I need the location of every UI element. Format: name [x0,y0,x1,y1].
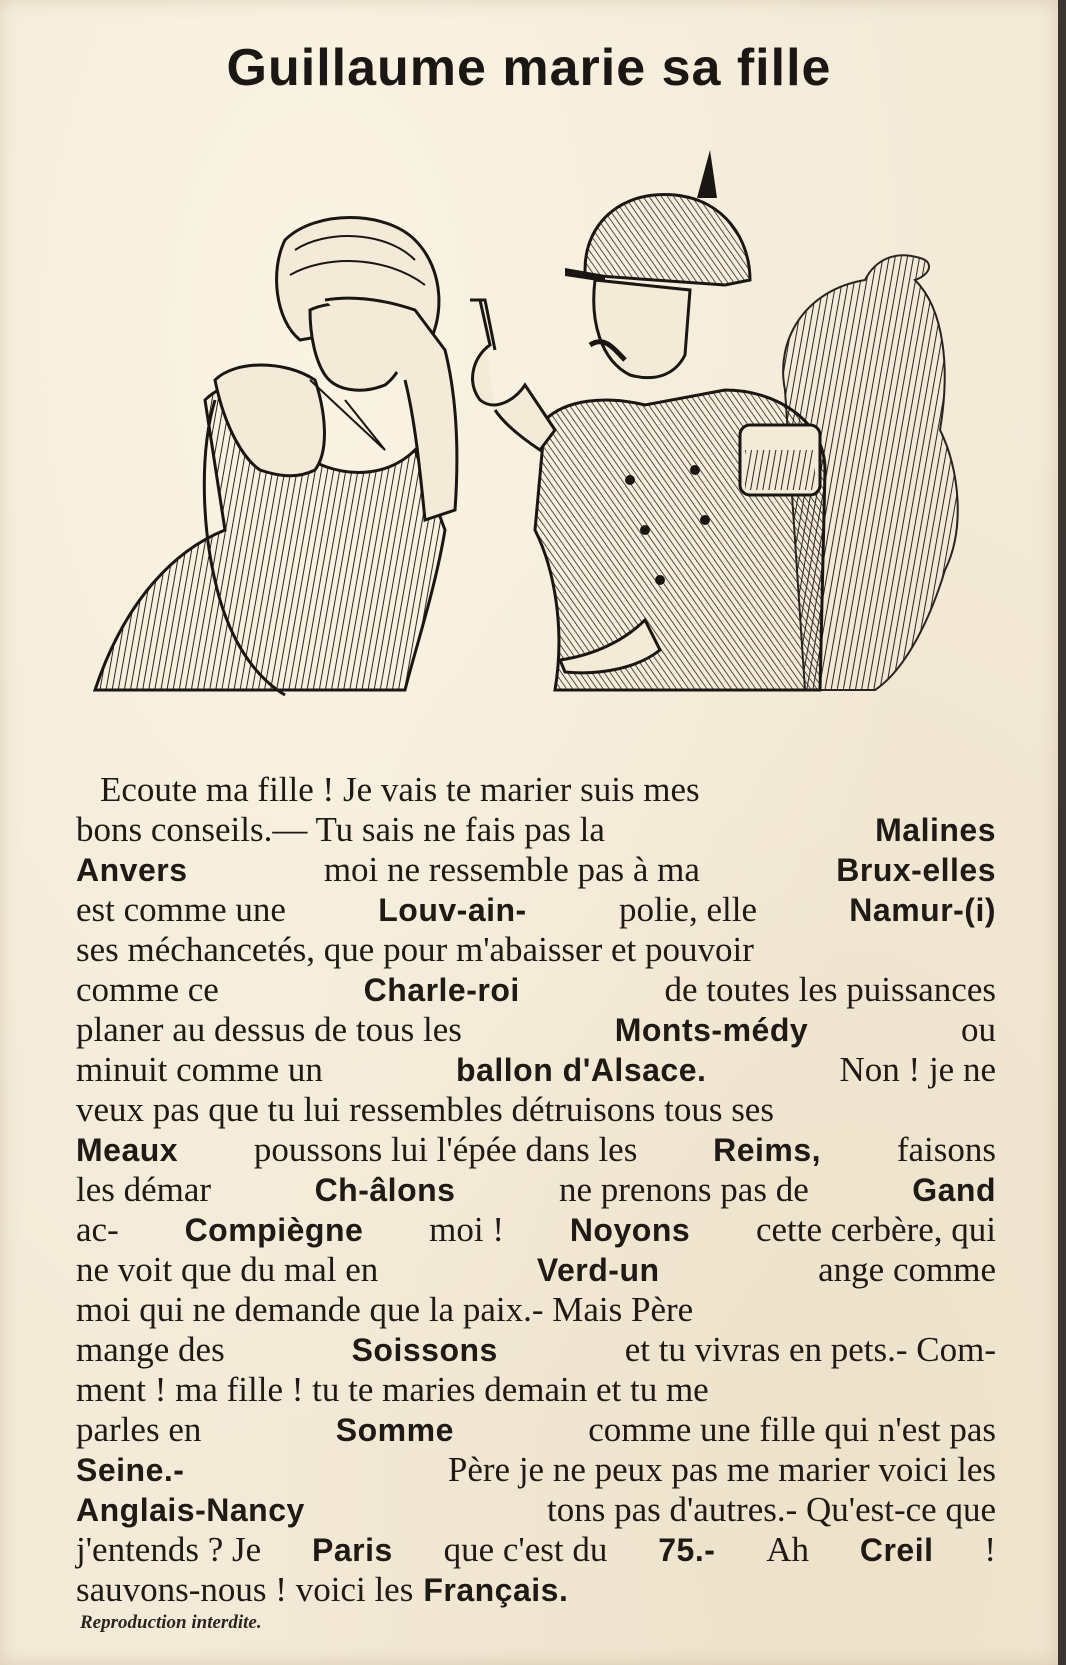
text-line [76,930,996,970]
text-segment: ne voit que du mal en [76,1250,379,1289]
place-name-pun: Gand [912,1172,996,1208]
place-name-pun: Somme [335,1412,454,1448]
text-segment: ou [961,1010,996,1049]
text-line [76,1410,996,1450]
text-segment: les démar [76,1170,212,1209]
text-segment: Non ! je ne [839,1050,996,1089]
text-segment: tons pas d'autres.- Qu'est-ce que [546,1490,996,1529]
soldier-figure-icon [470,150,825,690]
place-name-pun: Reims, [713,1132,822,1168]
place-name-pun: Meaux [76,1132,179,1168]
pun-text-body [76,770,996,1610]
text-line [76,1050,996,1090]
text-segment: mange des [76,1330,225,1369]
caricature-illustration [85,150,1015,740]
text-segment: comme ce [76,970,219,1009]
text-segment: bons conseils.— Tu sais ne fais pas la [76,810,605,849]
text-line [76,810,996,850]
text-segment: ! [984,1530,996,1569]
text-line [76,1330,996,1370]
text-segment: faisons [896,1130,996,1169]
text-line [76,1370,996,1410]
text-segment: sauvons-nous ! voici les [76,1570,414,1609]
place-name-pun: Seine.- [76,1452,185,1488]
text-segment: ac- [76,1210,119,1249]
text-segment: parles en [76,1410,202,1449]
place-name-pun: Verd-un [536,1252,660,1288]
place-name-pun: Paris [311,1532,393,1568]
reproduction-notice: Reproduction interdite. [80,1612,262,1633]
text-line [76,1530,996,1570]
text-line [76,770,996,810]
place-name-pun: Soissons [351,1332,498,1368]
text-segment: comme une fille qui n'est pas [588,1410,996,1449]
place-name-pun: ballon d'Alsace. [456,1052,707,1088]
text-segment: de toutes les puissances [664,970,996,1009]
place-name-pun: Monts-médy [614,1012,809,1048]
place-name-pun: Namur-(i) [849,892,996,928]
text-segment: planer au dessus de tous les [76,1010,462,1049]
text-line [76,970,996,1010]
text-segment: cette cerbère, qui [755,1210,996,1249]
text-line [76,1010,996,1050]
text-line [76,1490,996,1530]
text-segment: poussons lui l'épée dans les [253,1130,638,1169]
place-name-pun: Creil [859,1532,934,1568]
text-line [76,850,996,890]
text-line [76,1170,996,1210]
place-name-pun: 75.- [658,1532,716,1568]
text-segment: et tu vivras en pets.- Com- [624,1330,996,1369]
place-name-pun: Anvers [76,852,188,888]
place-name-pun: Français. [423,1572,569,1608]
place-name-pun: Charle-roi [363,972,520,1008]
text-line [76,1290,996,1330]
text-segment: ment ! ma fille ! tu te maries demain et tu me [76,1370,709,1409]
text-line [76,890,996,930]
text-segment: polie, elle [618,890,757,929]
text-line [76,1090,996,1130]
text-segment: est comme une [76,890,286,929]
text-segment: moi qui ne demande que la paix.- Mais Père [76,1290,694,1329]
text-segment: Ecoute ma fille ! Je vais te marier suis mes [100,770,700,809]
text-line [76,1210,996,1250]
text-segment: moi ! [429,1210,504,1249]
text-segment: veux pas que tu lui ressembles détruisons tous ses [76,1090,774,1129]
text-segment: j'entends ? Je [76,1530,262,1569]
text-segment: Ah [766,1530,809,1569]
place-name-pun: Malines [875,812,996,848]
place-name-pun: Noyons [569,1212,691,1248]
text-segment: ne prenons pas de [558,1170,809,1209]
text-segment: minuit comme un [76,1050,323,1089]
text-segment: moi ne ressemble pas à ma [323,850,700,889]
card-title: Guillaume marie sa fille [226,39,832,97]
text-line [76,1570,996,1610]
place-name-pun: Brux-elles [836,852,996,888]
place-name-pun: Ch-âlons [314,1172,456,1208]
card-edge [1058,0,1066,1665]
text-line [76,1450,996,1490]
text-segment: que c'est du [443,1530,608,1569]
place-name-pun: Compiègne [184,1212,364,1248]
text-line [76,1250,996,1290]
place-name-pun: Anglais-Nancy [76,1492,305,1528]
text-segment: ange comme [818,1250,996,1289]
place-name-pun: Louv-ain- [378,892,527,928]
text-line [76,1130,996,1170]
text-segment: Père je ne peux pas me marier voici les [447,1450,996,1489]
woman-figure-icon [95,218,457,696]
text-segment: ses méchancetés, que pour m'abaisser et pouvoir [76,930,754,969]
